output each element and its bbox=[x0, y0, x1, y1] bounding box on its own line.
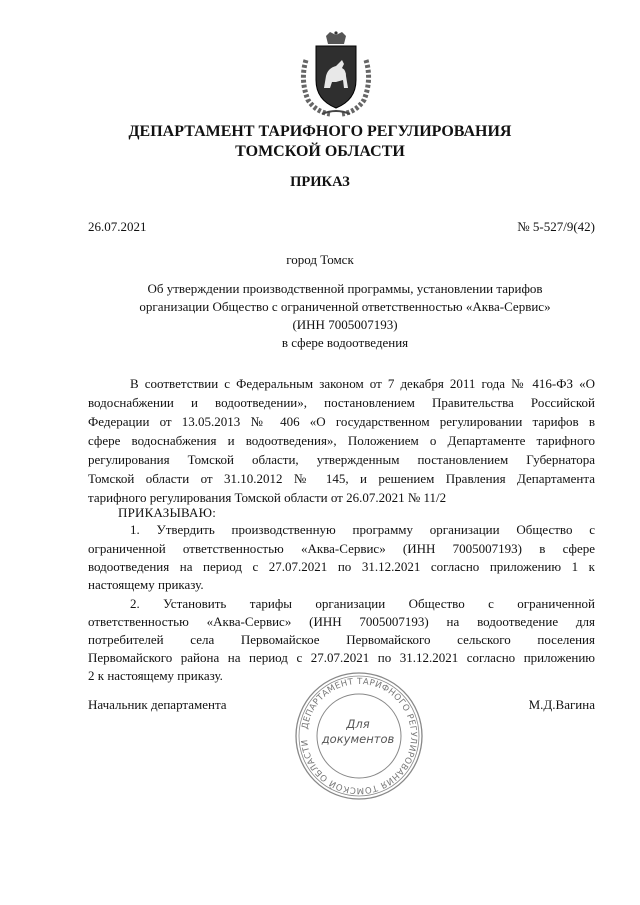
subject-line: Об утверждении производственной программы, установлении тарифов bbox=[147, 281, 543, 296]
subject-line: в сфере водоотведения bbox=[281, 335, 409, 350]
order-heading: ПРИКАЗЫВАЮ: bbox=[118, 505, 217, 520]
city: город Томск bbox=[286, 252, 354, 267]
order-number: № 5-527/9(42) bbox=[517, 219, 595, 234]
order-item2-line: ответственностью «Аква-Сервис» (ИНН 7005007193) на водоотведение для bbox=[88, 614, 595, 629]
preamble-line: сфере водоснабжения и водоотведения», Положением о Департаменте тарифного bbox=[88, 433, 595, 448]
preamble-line: регулирования Томской области, утвержденным постановлением Губернатора bbox=[88, 452, 595, 467]
preamble-line: Федерации от 13.05.2013 № 406 «О государственном регулировании тарифов в bbox=[88, 414, 595, 429]
signatory-title: Начальник департамента bbox=[88, 697, 227, 712]
stamp-ring-text: ДЕПАРТАМЕНТ ТАРИФНОГО РЕГУЛИРОВАНИЯ ТОМСКОЙ ОБЛАСТИ bbox=[300, 676, 419, 796]
preamble-line: тарифного регулирования Томской области от 26.07.2021 № 11/2 bbox=[88, 490, 447, 505]
org-title-line2: ТОМСКОЙ ОБЛАСТИ bbox=[235, 143, 405, 160]
org-title-line1: ДЕПАРТАМЕНТ ТАРИФНОГО РЕГУЛИРОВАНИЯ bbox=[128, 123, 512, 140]
subject-line: (ИНН 7005007193) bbox=[292, 317, 398, 332]
coat-of-arms-icon bbox=[296, 30, 376, 118]
order-item1-line: ограниченной ответственностью «Аква-Сервис» (ИНН 7005007193) в сфере bbox=[88, 541, 595, 556]
order-date: 26.07.2021 bbox=[88, 219, 147, 234]
preamble-line: водоснабжении и водоотведении», постановлением Правительства Российской bbox=[88, 395, 595, 410]
stamp-center-line2: документов bbox=[321, 732, 395, 746]
order-item2-line: 2 к настоящему приказу. bbox=[88, 668, 223, 683]
subject-line: организации Общество с ограниченной ответственностью «Аква-Сервис» bbox=[139, 299, 551, 314]
order-item1-line: водоотведения на период с 27.07.2021 по 31.12.2021 согласно приложению 1 к bbox=[88, 559, 595, 574]
signatory-name: М.Д.Вагина bbox=[528, 697, 595, 712]
order-item2-line: потребителей села Первомайское Первомайского сельского поселения bbox=[88, 632, 595, 647]
preamble-line: Томской области от 31.10.2012 № 145, и решением Правления Департамента bbox=[88, 471, 595, 486]
stamp-center-line1: Для bbox=[346, 717, 370, 731]
order-item2-line: Первомайского района на период с 27.07.2021 по 31.12.2021 согласно приложению bbox=[88, 650, 595, 665]
order-subject bbox=[95, 280, 595, 352]
order-item1-line: настоящему приказу. bbox=[88, 577, 204, 592]
document-type: ПРИКАЗ bbox=[290, 174, 350, 190]
preamble-line: В соответствии с Федеральным законом от 7 декабря 2011 года № 416-ФЗ «О bbox=[130, 376, 595, 391]
order-item2-line: 2. Установить тарифы организации Общество с ограниченной bbox=[130, 596, 595, 611]
order-item1-line: 1. Утвердить производственную программу организации Общество с bbox=[130, 522, 595, 537]
